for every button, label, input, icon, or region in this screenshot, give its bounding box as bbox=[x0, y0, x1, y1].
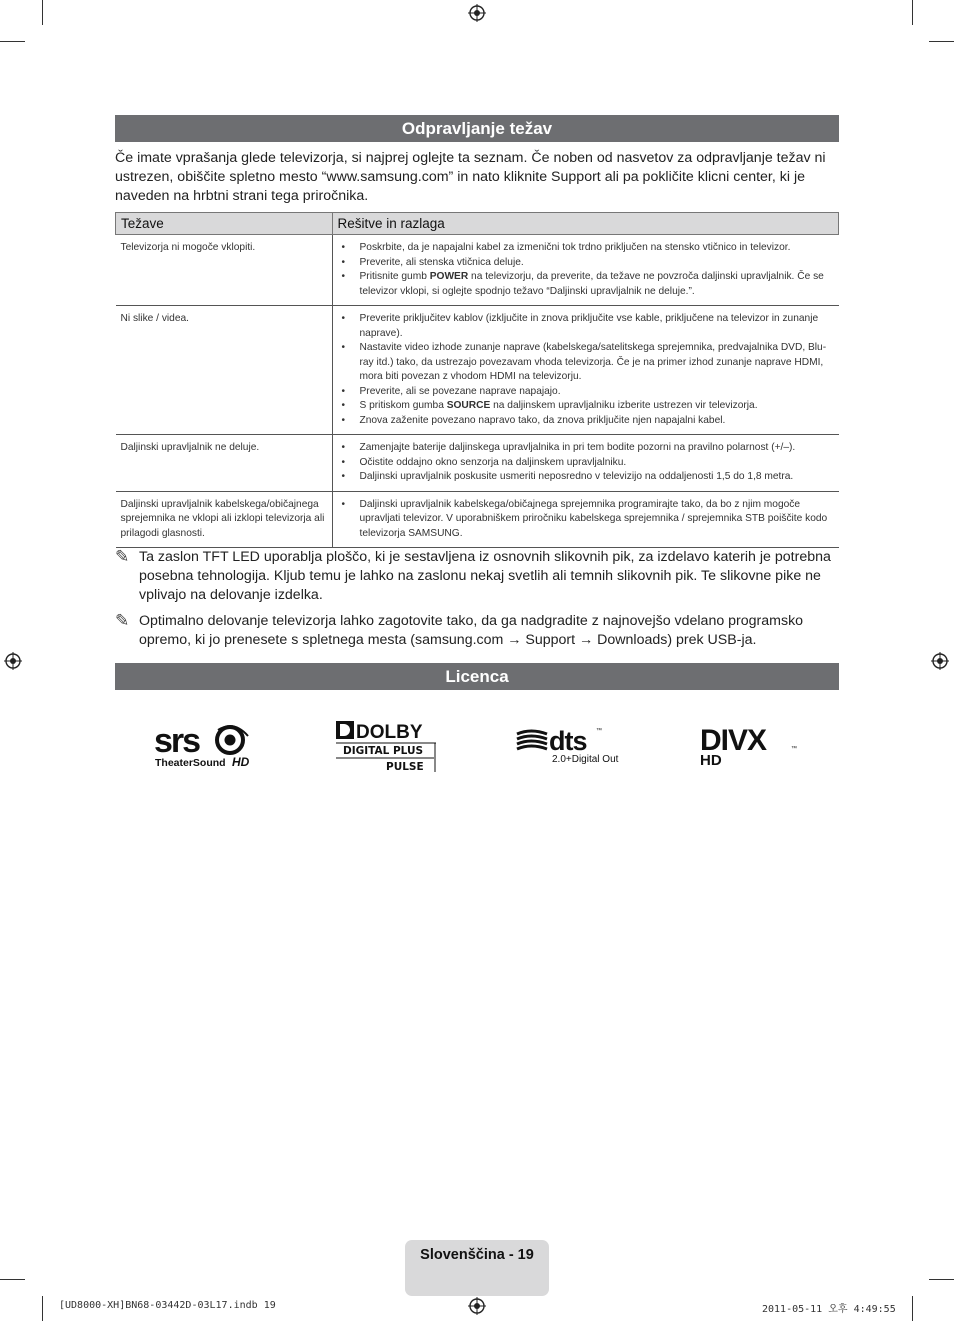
table-header-row bbox=[116, 213, 839, 235]
print-info-left: [UD8000-XH]BN68-03442D-03L17.indb 19 bbox=[59, 1300, 276, 1311]
crop-mark bbox=[929, 1279, 954, 1280]
divx-hd: HD bbox=[700, 752, 722, 769]
dolby-line1: DIGITAL PLUS bbox=[343, 745, 424, 757]
crop-mark bbox=[912, 1296, 913, 1321]
solution-item: • Nastavite video izhode zunanje naprave (kabelskega/satelitskega sprejemnika, predvajalnika DVD, Blu-ray itd.) tako, da ustrezajo povezavam vhoda televizorja. Če je na primer izhod zunanje naprave HDMI, mora biti povezan z vhodom HDMI na televizorju. bbox=[360, 341, 834, 385]
crop-mark bbox=[912, 0, 913, 25]
crop-mark bbox=[42, 0, 43, 25]
table-row bbox=[116, 435, 839, 492]
solution-item: • Očistite oddajno okno senzorja na daljinskem upravljalniku. bbox=[360, 456, 834, 471]
dolby-digital-plus-pulse-logo bbox=[334, 719, 440, 773]
registration-mark-icon bbox=[468, 1297, 486, 1315]
divx-hd-logo bbox=[699, 723, 803, 769]
button-name-highlight: SOURCE bbox=[446, 400, 491, 411]
divx-wordmark: DIVX bbox=[700, 724, 767, 757]
problem-cell: Daljinski upravljalnik ne deluje. bbox=[116, 435, 333, 492]
srs-wordmark: srs bbox=[154, 722, 200, 760]
column-header-solution: Rešitve in razlaga bbox=[332, 213, 839, 235]
page-number-tab bbox=[405, 1240, 549, 1296]
solution-item: • Preverite, ali se povezane naprave napajajo. bbox=[360, 385, 834, 400]
registration-mark-icon bbox=[931, 652, 949, 670]
note-text: Optimalno delovanje televizorja lahko zagotovite tako, da ga nadgradite z najnovejšo vdelano programsko opremo, ki jo prenesete s spletnega mesta (samsung.com → Support → Downloads) prek USB-ja. bbox=[139, 613, 804, 648]
crop-mark bbox=[929, 41, 954, 42]
dts-digital-out-logo bbox=[515, 724, 623, 768]
dolby-line2: PULSE bbox=[386, 761, 424, 773]
table-row bbox=[116, 306, 839, 435]
registration-mark-icon bbox=[468, 4, 486, 22]
solution-cell bbox=[332, 235, 839, 306]
page-number-label: Slovenščina - 19 bbox=[420, 1247, 534, 1263]
solution-item: • Zamenjajte baterije daljinskega upravljalnika in pri tem bodite pozorni na pravilno polarnost (+/–). bbox=[360, 441, 834, 456]
note-text: Ta zaslon TFT LED uporablja ploščo, ki je sestavljena iz osnovnih slikovnih pik, za izdelavo katerih je potrebna posebna tehnologija. Kljub temu je lahko na zaslonu nekaj svetlih ali temnih slikovnih pik. Te slikovne pike ne vplivajo na delovanje izdelka. bbox=[139, 549, 831, 603]
solution-item: • S pritiskom gumba SOURCE na daljinskem upravljalniku izberite ustrezen vir televizorja. bbox=[360, 399, 834, 414]
dts-wordmark: dts bbox=[549, 726, 587, 756]
solution-item: • Daljinski upravljalnik kabelskega/običajnega sprejemnika programirajte tako, da bo z njim mogoče upravljati televizor. V uporabniškem priročniku kabelskega sprejemnika / sprejemnika STB poiščite kodo televizorja SAMSUNG. bbox=[360, 498, 834, 542]
problem-cell: Ni slike / videa. bbox=[116, 306, 333, 435]
button-name-highlight: POWER bbox=[429, 271, 469, 282]
solution-item: • Pritisnite gumb POWER na televizorju, da preverite, da težave ne povzroča daljinski upravljalnik. Če se televizor vklopi, si oglejte spodnjo težavo “Daljinski upravljalnik ne deluje.”. bbox=[360, 270, 834, 299]
crop-mark bbox=[42, 1296, 43, 1321]
note-tft-led bbox=[115, 548, 839, 605]
table-row bbox=[116, 235, 839, 306]
troubleshooting-heading: Odpravljanje težav bbox=[115, 115, 839, 142]
dts-tm: ™ bbox=[596, 728, 602, 734]
srs-subline: TheaterSound bbox=[155, 757, 226, 769]
solution-item: • Daljinski upravljalnik poskusite usmeriti neposredno v televizijo na oddaljenosti 1,5 do 1,8 metra. bbox=[360, 470, 834, 485]
table-row bbox=[116, 491, 839, 548]
solution-cell bbox=[332, 306, 839, 435]
registration-mark-icon bbox=[4, 652, 22, 670]
divx-tm: ™ bbox=[791, 746, 797, 752]
dts-subline: 2.0+Digital Out bbox=[552, 754, 619, 765]
solution-item: • Poskrbite, da je napajalni kabel za izmenični tok trdno priključen na stensko vtičnico in televizor. bbox=[360, 241, 834, 256]
troubleshooting-table bbox=[115, 212, 839, 548]
print-info-right: 2011-05-11 오후 4:49:55 bbox=[762, 1304, 896, 1315]
crop-mark bbox=[0, 1279, 25, 1280]
troubleshooting-intro: Če imate vprašanja glede televizorja, si najprej oglejte ta seznam. Če noben od nasvetov za odpravljanje težav ni ustrezen, obiščite spletno mesto “www.samsung.com” in nato kliknite Support ali pa pokličite klicni center, ki je naveden na hrbtni strani tega priročnika. bbox=[115, 150, 826, 204]
problem-cell: Televizorja ni mogoče vklopiti. bbox=[116, 235, 333, 306]
solution-item: • Preverite priključitev kablov (izključite in znova priključite vse kable, priključene na televizor in zunanje naprave). bbox=[360, 312, 834, 341]
pencil-note-icon: ✎ bbox=[115, 547, 130, 566]
column-header-problem: Težave bbox=[116, 213, 333, 235]
license-heading: Licenca bbox=[115, 663, 839, 690]
solution-cell bbox=[332, 435, 839, 492]
solution-item: • Preverite, ali stenska vtičnica deluje. bbox=[360, 256, 834, 271]
dolby-wordmark: DOLBY bbox=[356, 722, 423, 743]
problem-cell: Daljinski upravljalnik kabelskega/običajnega sprejemnika ne vklopi ali izklopi televizorja ali prilagodi glasnosti. bbox=[116, 491, 333, 548]
pencil-note-icon: ✎ bbox=[115, 611, 130, 630]
crop-mark bbox=[0, 41, 25, 42]
solution-item: • Znova zaženite povezano napravo tako, da znova priključite njen napajalni kabel. bbox=[360, 414, 834, 429]
note-firmware bbox=[115, 612, 839, 650]
solution-cell bbox=[332, 491, 839, 548]
srs-hd: HD bbox=[232, 755, 250, 769]
srs-theatersound-hd-logo bbox=[152, 722, 258, 770]
